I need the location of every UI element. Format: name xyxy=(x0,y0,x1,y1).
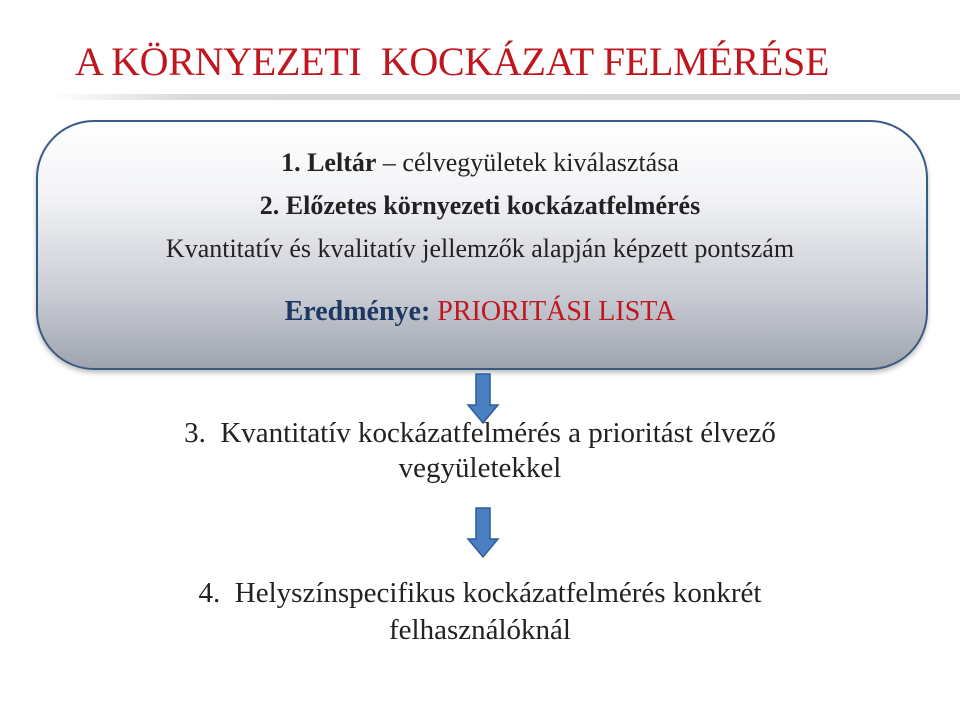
step4-line2: felhasználóknál xyxy=(389,614,571,646)
title-divider xyxy=(52,94,960,100)
step3-text xyxy=(0,416,960,486)
result-text xyxy=(0,296,960,328)
slide-title: A KÖRNYEZETI KOCKÁZAT FELMÉRÉSE xyxy=(75,39,830,84)
result-label: Eredménye: xyxy=(284,296,438,327)
step1-description: – célvegyületek kiválasztása xyxy=(376,148,679,177)
step4-line1: 4. Helyszínspecifikus kockázatfelmérés konkrét xyxy=(198,577,762,609)
result-value: PRIORITÁSI LISTA xyxy=(437,296,676,327)
step3-line1: 3. Kvantitatív kockázatfelmérés a prioritást élvező xyxy=(184,417,776,449)
step1-text xyxy=(0,148,960,178)
down-arrow-icon xyxy=(466,507,500,559)
step2-description: Kvantitatív és kvalitatív jellemzők alapján képzett pontszám xyxy=(165,234,795,263)
step2-text: 2. Előzetes környezeti kockázatfelmérés xyxy=(259,191,701,220)
step3-line2: vegyületekkel xyxy=(398,452,562,484)
step4-text xyxy=(0,575,960,649)
step1-label: 1. Leltár xyxy=(281,148,377,177)
